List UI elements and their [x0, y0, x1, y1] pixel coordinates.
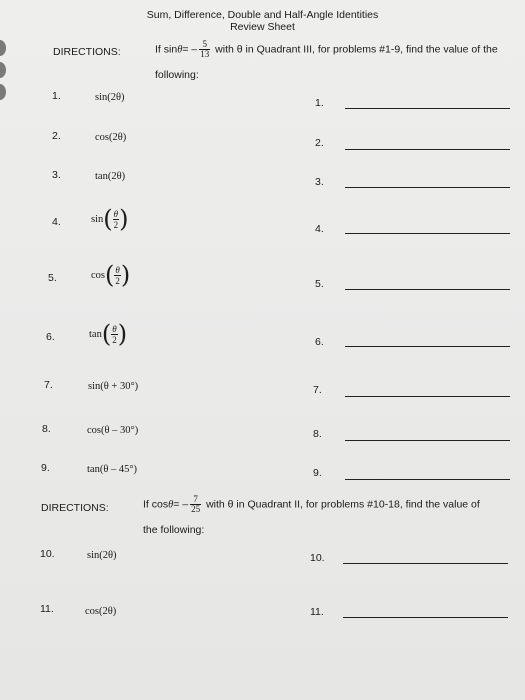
half-angle-expression	[89, 322, 127, 346]
directions-text	[155, 40, 498, 59]
problem-number: 9.	[41, 462, 50, 474]
problem-expression: tan(2θ)	[95, 171, 126, 182]
problem-expression	[91, 207, 129, 231]
equals-sign: = –	[182, 43, 198, 56]
open-paren: (	[103, 205, 113, 233]
problem-number: 10.	[40, 548, 55, 560]
answer-line	[345, 479, 510, 480]
given-fraction	[199, 40, 210, 59]
answer-line	[345, 396, 510, 397]
theta-symbol: θ	[168, 499, 174, 511]
problem-expression: tan(θ – 45°)	[87, 464, 138, 475]
answer-label: 10.	[310, 552, 325, 564]
answer-line	[343, 563, 508, 564]
binder-hole	[0, 84, 6, 100]
answer-line	[345, 346, 510, 347]
problem-number: 6.	[46, 331, 55, 343]
fraction-denominator: 2	[113, 219, 119, 230]
answer-label: 6.	[315, 336, 324, 348]
answer-line	[345, 289, 510, 290]
binder-holes	[0, 0, 8, 700]
directions-prefix: If sin	[155, 43, 178, 56]
answer-line	[345, 149, 510, 150]
fraction-denominator: 13	[200, 49, 210, 59]
directions-text	[143, 495, 480, 514]
answer-label: 3.	[315, 176, 324, 188]
problem-number: 11.	[40, 603, 54, 615]
problem-number: 3.	[52, 169, 61, 181]
answer-line	[345, 187, 510, 188]
trig-function: sin	[91, 213, 104, 225]
answer-label: 11.	[310, 606, 324, 618]
fraction-numerator: θ	[113, 208, 119, 219]
answer-label: 8.	[313, 428, 322, 440]
problem-number: 2.	[52, 130, 61, 142]
problem-expression: sin(2θ)	[87, 550, 117, 561]
worksheet-title: Sum, Difference, Double and Half-Angle Identities	[146, 9, 379, 21]
problem-expression: sin(2θ)	[95, 92, 125, 103]
problem-number: 4.	[52, 216, 61, 228]
open-paren: (	[105, 261, 115, 289]
half-angle-expression	[91, 207, 129, 231]
fraction-numerator: 5	[199, 40, 210, 50]
problem-number: 1.	[52, 90, 61, 102]
fraction-denominator: 25	[191, 504, 201, 514]
trig-function: tan	[89, 328, 102, 340]
equals-sign: = –	[173, 498, 189, 511]
problem-number: 8.	[42, 423, 51, 435]
close-paren: )	[119, 205, 129, 233]
directions-label: DIRECTIONS:	[53, 46, 121, 58]
problem-expression	[91, 263, 130, 287]
answer-label: 4.	[315, 223, 324, 235]
answer-label: 2.	[315, 137, 324, 149]
directions-label: DIRECTIONS:	[41, 502, 109, 514]
fraction-denominator: 2	[112, 334, 117, 345]
directions-continuation: the following:	[143, 524, 205, 536]
answer-label: 7.	[313, 384, 322, 396]
fraction-numerator: 7	[190, 495, 201, 505]
trig-function: cos	[91, 269, 105, 281]
problem-expression	[89, 322, 127, 346]
problem-expression: cos(θ – 30°)	[87, 425, 139, 436]
fraction-numerator: θ	[112, 323, 117, 334]
binder-hole	[0, 40, 6, 56]
answer-line	[345, 440, 510, 441]
answer-label: 1.	[315, 97, 324, 109]
close-paren: )	[117, 320, 128, 348]
problem-expression: cos(2θ)	[95, 132, 127, 143]
answer-label: 9.	[313, 467, 322, 479]
problem-expression: sin(θ + 30°)	[88, 381, 139, 392]
open-paren: (	[101, 320, 112, 348]
answer-label: 5.	[315, 278, 324, 290]
binder-hole	[0, 62, 6, 78]
fraction-numerator: θ	[115, 264, 120, 275]
fraction-denominator: 2	[115, 275, 120, 286]
directions-suffix: with θ in Quadrant II, for problems #10-18, find the value of	[206, 498, 480, 511]
problem-expression: cos(2θ)	[85, 606, 117, 617]
directions-continuation: following:	[155, 69, 199, 81]
answer-line	[343, 617, 508, 618]
close-paren: )	[120, 261, 131, 289]
theta-symbol: θ	[177, 44, 183, 56]
problem-number: 7.	[44, 379, 53, 391]
half-angle-expression	[91, 263, 130, 287]
given-fraction	[190, 495, 201, 514]
directions-suffix: with θ in Quadrant III, for problems #1-9, find the value of the	[215, 43, 498, 56]
answer-line	[345, 233, 510, 234]
problem-number: 5.	[48, 272, 57, 284]
worksheet-subtitle: Review Sheet	[230, 21, 295, 33]
directions-prefix: If cos	[143, 498, 169, 511]
answer-line	[345, 108, 510, 109]
